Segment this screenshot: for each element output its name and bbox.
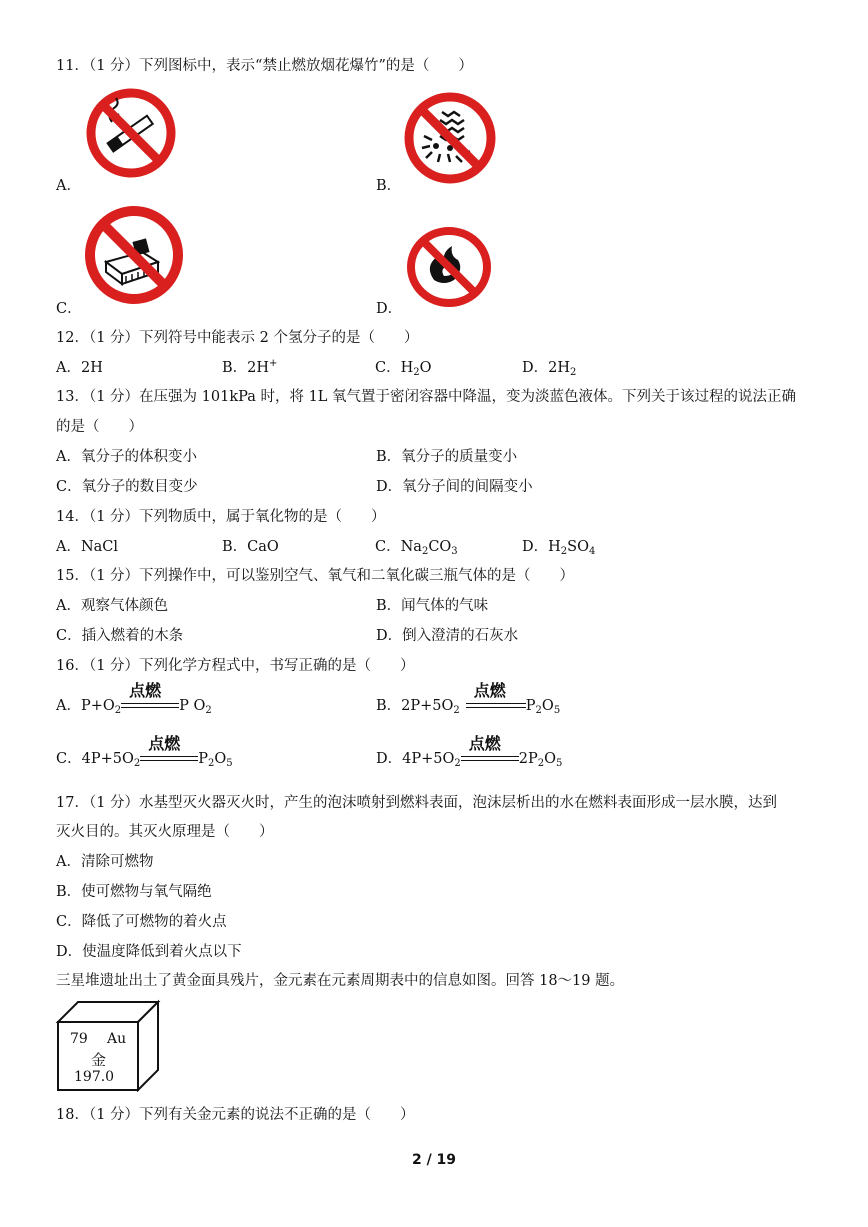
option-15-d: D．倒入澄清的石灰水 xyxy=(376,628,519,644)
option-11-a: A． xyxy=(56,178,81,194)
option-13-d: D．氧分子间的间隔变小 xyxy=(376,479,533,495)
no-fireworks-icon xyxy=(402,90,498,186)
option-14-b: B．CaO xyxy=(222,539,279,555)
option-15-b: B．闻气体的气味 xyxy=(376,598,489,614)
element-symbol: Au xyxy=(107,1031,127,1047)
option-17-b: B．使可燃物与氧气隔绝 xyxy=(56,884,212,900)
question-12-stem: 12．（1 分）下列符号中能表示 2 个氢分子的是（ ） xyxy=(56,330,419,346)
page-number: 2 / 19 xyxy=(411,1152,457,1168)
option-16-d: D．$4P+5O_2$ 点燃 $2P_2O_5$ xyxy=(376,734,563,769)
question-15-stem: 15．（1 分）下列操作中，可以鉴别空气、氧气和二氧化碳三瓶气体的是（ ） xyxy=(56,568,575,584)
option-11-b: B． xyxy=(376,178,402,194)
option-13-c: C．氧分子的数目变少 xyxy=(56,479,198,495)
option-13-b: B．氧分子的质量变小 xyxy=(376,449,518,465)
option-15-c: C．插入燃着的木条 xyxy=(56,628,184,644)
option-17-a: A．清除可燃物 xyxy=(56,854,154,870)
question-16-stem: 16．（1 分）下列化学方程式中，书写正确的是（ ） xyxy=(56,658,415,674)
option-14-d: D．$H_2SO_4$ xyxy=(522,539,596,557)
atomic-number: 79 xyxy=(70,1031,88,1047)
question-17-stem-cont: 灭火目的。其灭火原理是（ ） xyxy=(56,824,274,840)
option-14-a: A．NaCl xyxy=(56,539,119,555)
passage-intro: 三星堆遗址出土了黄金面具残片，金元素在元素周期表中的信息如图。回答 18～19 题。 xyxy=(56,973,625,989)
question-11-stem: 11．（1 分）下列图标中，表示“禁止燃放烟花爆竹”的是（ ） xyxy=(56,58,473,74)
no-matches-icon xyxy=(82,204,186,306)
option-16-a: A．$P+O_2$ 点燃 P $O_2$ xyxy=(56,681,212,716)
option-16-c: C．$4P+5O_2$ 点燃 $P_2O_5$ xyxy=(56,734,233,769)
option-17-d: D．使温度降低到着火点以下 xyxy=(56,944,242,960)
reaction-condition: 点燃 xyxy=(466,696,526,716)
option-17-c: C．降低了可燃物的着火点 xyxy=(56,914,227,930)
option-14-c: C．$Na_2CO_3$ xyxy=(375,539,458,557)
no-open-flame-icon xyxy=(404,224,494,310)
option-15-a: A．观察气体颜色 xyxy=(56,598,168,614)
question-17-stem: 17．（1 分）水基型灭火器灭火时，产生的泡沫喷射到燃料表面，泡沫层析出的水在燃料表面形成一层水膜，达到 xyxy=(56,795,778,811)
option-12-a: A．2H xyxy=(56,360,103,376)
question-13-stem-cont: 的是（ ） xyxy=(56,419,143,435)
option-12-d: D．$2H_2$ xyxy=(522,360,577,378)
option-11-c: C． xyxy=(56,301,82,317)
option-12-b: B．2H+ xyxy=(222,358,278,376)
option-12-c: C．$H_2O$ xyxy=(375,360,432,378)
reaction-condition: 点燃 xyxy=(140,749,198,769)
option-11-d: D． xyxy=(376,301,403,317)
question-18-stem: 18．（1 分）下列有关金元素的说法不正确的是（ ） xyxy=(56,1107,415,1123)
atomic-mass: 197.0 xyxy=(74,1069,115,1085)
option-13-a: A．氧分子的体积变小 xyxy=(56,449,197,465)
element-name: 金 xyxy=(91,1051,107,1069)
question-14-stem: 14．（1 分）下列物质中，属于氧化物的是（ ） xyxy=(56,509,386,525)
question-13-stem: 13．（1 分）在压强为 101kPa 时，将 1L 氧气置于密闭容器中降温，变为淡蓝色液体。下列关于该过程的说法正确 xyxy=(56,389,797,405)
reaction-condition: 点燃 xyxy=(461,749,519,769)
reaction-condition: 点燃 xyxy=(121,696,179,716)
no-smoking-icon xyxy=(84,86,178,180)
option-16-b: B．$2P+5O_2$ 点燃 $P_2O_5$ xyxy=(376,681,561,716)
